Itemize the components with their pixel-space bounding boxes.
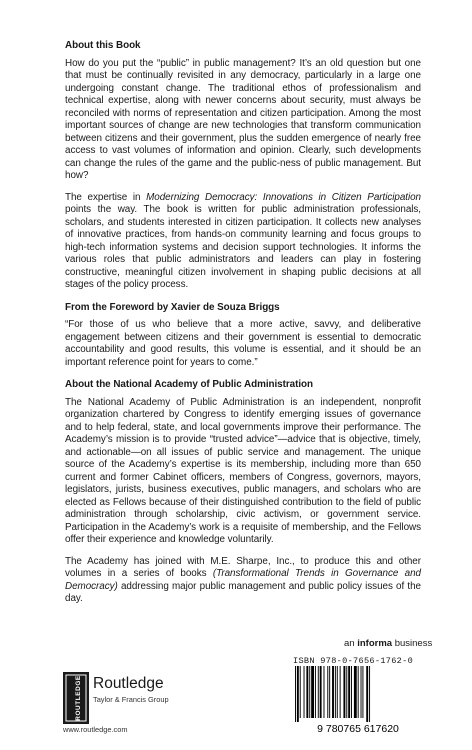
about-book-paragraph-1: How do you put the “public” in public management? It’s an old question but one that must be continually revisited in any democracy, particularly in a large one undergoing constant change. The traditional ethos of professionalism and technical expertise, along with newer concerns about security, must always be reconciled with norms of representation and citizen participation. Among the most important sources of change are new technologies that transform communication between citizens and their government, plus the sudden emergence of nearly free access to vast volumes of information and opinion. Clearly, such developments can change the rules of the game and the public-ness of public management. But how? [65, 57, 421, 181]
academy-heading: About the National Academy of Public Administration [65, 379, 313, 390]
about-book-heading: About this Book [65, 40, 141, 51]
barcode [293, 666, 423, 734]
foreword-quote: “For those of us who believe that a more active, savvy, and deliberative engagement between citizens and their government is essential to democratic accountability and good results, this volume is essential, and it should be an important reference point for years to come.” [65, 319, 421, 368]
academy-paragraph-2: The Academy has joined with M.E. Sharpe, Inc., to produce this and other volumes in a series of books (Transformational Trends in Governance and Democracy) addressing major public management and public policy issues of the day. [65, 555, 422, 604]
foreword-heading: From the Foreword by Xavier de Souza Briggs [65, 301, 280, 313]
about-book-paragraph-2: The expertise in Modernizing Democracy: Innovations in Citizen Participation points the way. The book is written for public administration professionals, scholars, and students interested in citizen participation. It collects new analyses of innovative practices, from hands-on community learning and focus groups to high-tech information systems and decision support technologies. It informs the various roles that public administrators and leaders can play in fostering constructive, meaningful citizen involvement in shaping public decisions at all stages of the policy process. [65, 191, 421, 290]
informa-business-tagline: an informa business [344, 638, 433, 649]
barcode-digits: 9 780765 617620 [317, 723, 399, 734]
book-title: Modernizing Democracy: Innovations in Citizen Participation [146, 191, 421, 203]
svg-text:ROUTLEDGE: ROUTLEDGE [75, 675, 82, 721]
academy-paragraph-1: The National Academy of Public Administration is an independent, nonprofit organization chartered by Congress to identify emerging issues of governance and to help federal, state, and local governments improve their performance. The Academy’s mission is to provide “trusted advice”—advice that is objective, timely, and actionable—on all issues of public service and management. The unique source of the Academy’s expertise is its membership, including more than 650 current and former Cabinet officers, members of Congress, governors, mayors, legislators, jurists, business executives, public managers, and scholars who are elected as Fellows because of their distinguished contribution to the field of public administration through scholarship, civic activism, or government service. Participation in the Academy’s work is a requisite of membership, and the Fellows offer their experience and knowledge voluntarily. [65, 396, 421, 545]
series-title: (Transformational Trends in Governance and Democracy) [65, 568, 422, 592]
publisher-name: Routledge [93, 675, 164, 692]
publisher-url[interactable]: www.routledge.com [63, 725, 128, 734]
publisher-group: Taylor & Francis Group [93, 695, 169, 704]
routledge-logo-icon [63, 672, 89, 724]
isbn-label: ISBN 978-0-7656-1762-0 [293, 656, 414, 666]
back-cover-text [65, 40, 421, 615]
